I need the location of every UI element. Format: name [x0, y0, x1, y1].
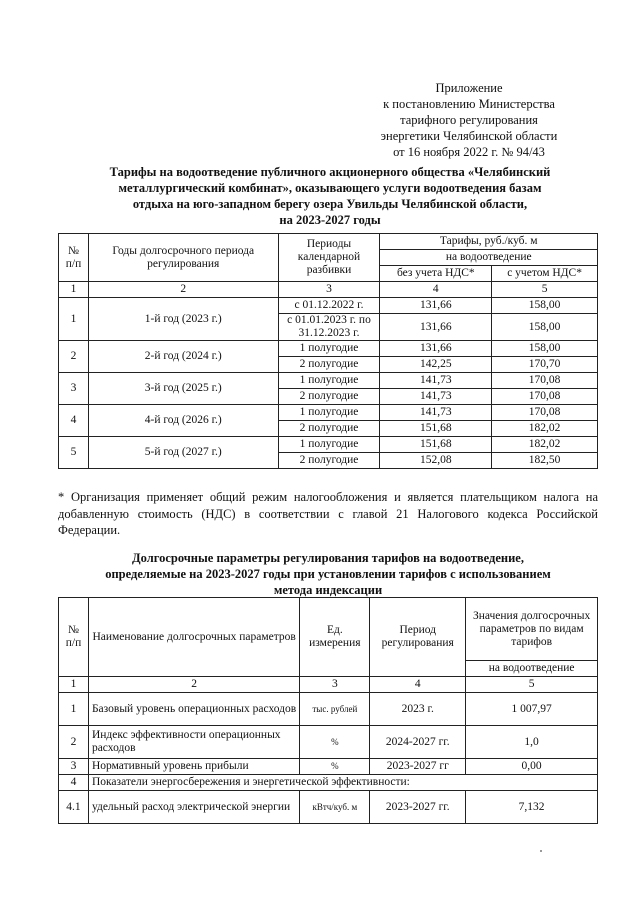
row-period: 1 полугодие — [278, 437, 380, 453]
row-period: 1 полугодие — [278, 405, 380, 421]
header-values: Значения долгосрочных параметров по видам тарифов — [466, 598, 598, 661]
row-period: 1 полугодие — [278, 373, 380, 389]
row-with-vat: 158,00 — [492, 341, 598, 357]
row-with-vat: 170,08 — [492, 405, 598, 421]
col-number: 4 — [380, 282, 492, 298]
col-number: 5 — [466, 677, 598, 693]
param-period: 2023-2027 гг — [370, 759, 466, 775]
appendix-line: от 16 ноября 2022 г. № 94/43 — [393, 145, 545, 159]
header-unit: Ед. измерения — [300, 598, 370, 677]
param-name: Нормативный уровень прибыли — [88, 759, 299, 775]
row-with-vat: 170,08 — [492, 373, 598, 389]
param-period: 2024-2027 гг. — [370, 726, 466, 759]
title2-line: метода индексации — [273, 583, 383, 597]
header-wastewater: на водоотведение — [380, 250, 598, 266]
param-value: 0,00 — [466, 759, 598, 775]
title-line: металлургический комбинат», оказывающего услуги водоотведения базам — [118, 181, 542, 195]
row-year: 5-й год (2027 г.) — [88, 437, 278, 469]
col-number: 2 — [88, 282, 278, 298]
appendix-line: к постановлению Министерства — [383, 97, 555, 111]
row-period: 2 полугодие — [278, 389, 380, 405]
param-num: 4.1 — [59, 791, 89, 824]
row-no-vat: 131,66 — [380, 298, 492, 314]
row-no-vat: 141,73 — [380, 373, 492, 389]
param-period: 2023 г. — [370, 693, 466, 726]
col-number: 2 — [88, 677, 299, 693]
row-no-vat: 151,68 — [380, 421, 492, 437]
row-no-vat: 131,66 — [380, 341, 492, 357]
title-line: Тарифы на водоотведение публичного акционерного общества «Челябинский — [109, 165, 551, 179]
param-unit: тыс. рублей — [300, 693, 370, 726]
parameters-table — [58, 597, 598, 824]
row-period: с 01.12.2022 г. — [278, 298, 380, 314]
header-periods: Периоды календарной разбивки — [278, 234, 380, 282]
col-number: 3 — [300, 677, 370, 693]
row-period: 2 полугодие — [278, 421, 380, 437]
appendix-line: энергетики Челябинской области — [380, 129, 558, 143]
row-period: 2 полугодие — [278, 357, 380, 373]
param-num: 3 — [59, 759, 89, 775]
header-with-vat: с учетом НДС* — [492, 266, 598, 282]
param-unit: % — [300, 726, 370, 759]
param-num: 2 — [59, 726, 89, 759]
param-section: Показатели энергосбережения и энергетической эффективности: — [88, 775, 597, 791]
row-no-vat: 142,25 — [380, 357, 492, 373]
header-tariffs: Тарифы, руб./куб. м — [380, 234, 598, 250]
col-number: 4 — [370, 677, 466, 693]
row-num: 4 — [59, 405, 89, 437]
param-unit: % — [300, 759, 370, 775]
row-no-vat: 141,73 — [380, 389, 492, 405]
row-no-vat: 152,08 — [380, 453, 492, 469]
scan-speck — [540, 850, 542, 852]
row-with-vat: 182,50 — [492, 453, 598, 469]
tariff-table — [58, 233, 598, 469]
row-num: 3 — [59, 373, 89, 405]
footnote: * Организация применяет общий режим налогообложения и является плательщиком налога на добавленную стоимость (НДС) в соответствии с главой 21 Налогового кодекса Российской Федерации. — [58, 490, 598, 537]
row-no-vat: 151,68 — [380, 437, 492, 453]
row-num: 5 — [59, 437, 89, 469]
row-num: 2 — [59, 341, 89, 373]
col-number: 3 — [278, 282, 380, 298]
param-unit: кВтч/куб. м — [300, 791, 370, 824]
row-with-vat: 170,70 — [492, 357, 598, 373]
header-no-vat: без учета НДС* — [380, 266, 492, 282]
row-with-vat: 158,00 — [492, 298, 598, 314]
col-number: 5 — [492, 282, 598, 298]
row-year: 2-й год (2024 г.) — [88, 341, 278, 373]
param-name: удельный расход электрической энергии — [88, 791, 299, 824]
param-num: 4 — [59, 775, 89, 791]
row-num: 1 — [59, 298, 89, 341]
row-with-vat: 182,02 — [492, 421, 598, 437]
row-no-vat: 141,73 — [380, 405, 492, 421]
param-name: Базовый уровень операционных расходов — [88, 693, 299, 726]
title2-line: определяемые на 2023-2027 годы при установлении тарифов с использованием — [105, 567, 551, 581]
header-name: Наименование долгосрочных параметров — [88, 598, 299, 677]
param-name: Индекс эффективности операционных расходов — [88, 726, 299, 759]
param-num: 1 — [59, 693, 89, 726]
param-value: 1,0 — [466, 726, 598, 759]
appendix-line: тарифного регулирования — [400, 113, 538, 127]
header-period: Период регулирования — [370, 598, 466, 677]
param-period: 2023-2027 гг. — [370, 791, 466, 824]
param-value: 1 007,97 — [466, 693, 598, 726]
row-period: 1 полугодие — [278, 341, 380, 357]
header-num: № п/п — [59, 234, 89, 282]
title-line: на 2023-2027 годы — [279, 213, 381, 227]
header-num: № п/п — [59, 598, 89, 677]
row-no-vat: 131,66 — [380, 314, 492, 341]
appendix-block — [360, 80, 578, 160]
row-with-vat: 170,08 — [492, 389, 598, 405]
row-year: 3-й год (2025 г.) — [88, 373, 278, 405]
row-with-vat: 158,00 — [492, 314, 598, 341]
title-line: отдыха на юго-западном берегу озера Увильды Челябинской области, — [132, 197, 528, 211]
col-number: 1 — [59, 282, 89, 298]
title2-line: Долгосрочные параметры регулирования тарифов на водоотведение, — [132, 551, 524, 565]
param-value: 7,132 — [466, 791, 598, 824]
header-years: Годы долгосрочного периода регулирования — [88, 234, 278, 282]
row-year: 1-й год (2023 г.) — [88, 298, 278, 341]
header-wastewater: на водоотведение — [466, 661, 598, 677]
col-number: 1 — [59, 677, 89, 693]
appendix-line: Приложение — [435, 81, 503, 95]
row-period: с 01.01.2023 г. по 31.12.2023 г. — [278, 314, 380, 341]
row-with-vat: 182,02 — [492, 437, 598, 453]
row-year: 4-й год (2026 г.) — [88, 405, 278, 437]
row-period: 2 полугодие — [278, 453, 380, 469]
document-title — [70, 164, 590, 228]
section-title — [58, 550, 598, 598]
